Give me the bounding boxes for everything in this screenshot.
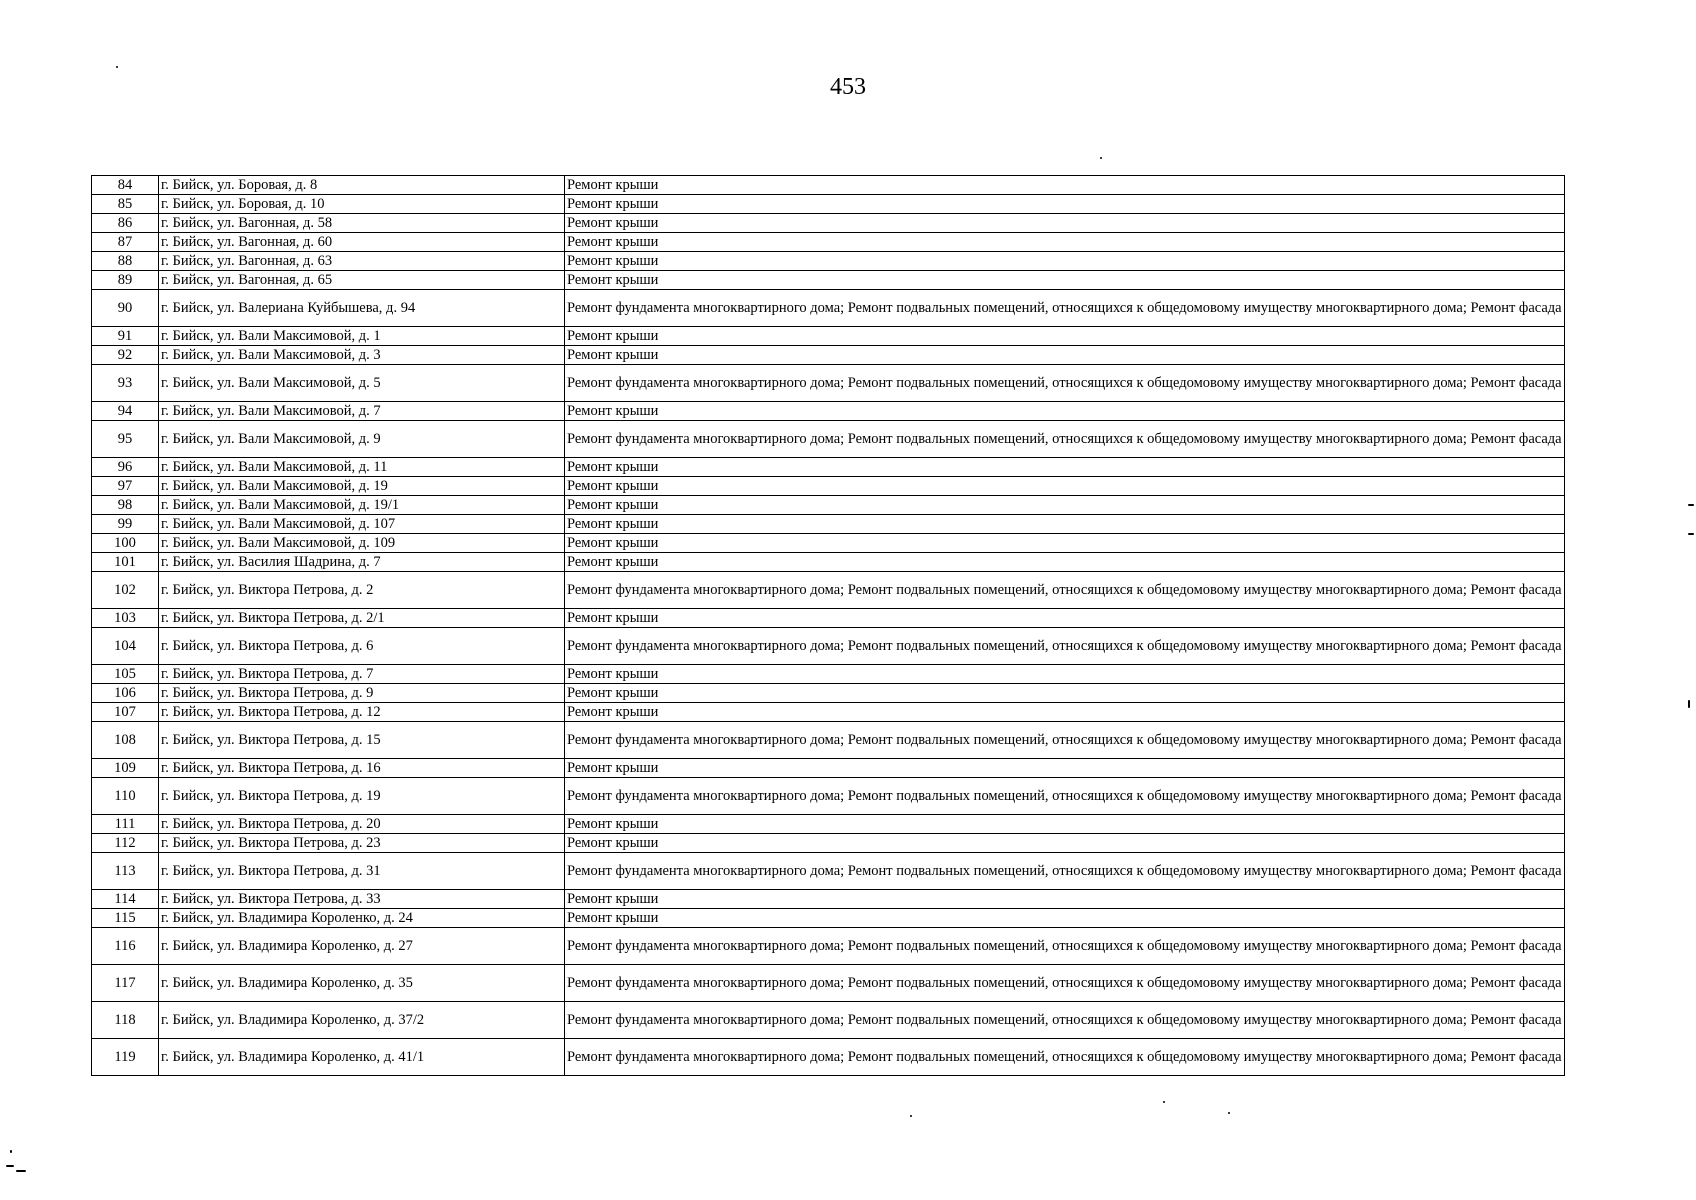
row-number-cell: 103 <box>92 609 159 628</box>
work-type-cell: Ремонт фундамента многоквартирного дома; Ремонт подвальных помещений, относящихся к общедомовому имуществу многоквартирного дома; Ремонт фасада <box>565 421 1565 458</box>
row-number-cell: 92 <box>92 346 159 365</box>
table-row <box>92 1039 1565 1076</box>
row-number-cell: 96 <box>92 458 159 477</box>
table-row <box>92 703 1565 722</box>
row-number-cell: 86 <box>92 214 159 233</box>
table-row <box>92 346 1565 365</box>
table-body <box>92 176 1565 1076</box>
table-row <box>92 195 1565 214</box>
table-row <box>92 290 1565 327</box>
table-row <box>92 402 1565 421</box>
table-row <box>92 722 1565 759</box>
scan-speck <box>10 1150 12 1153</box>
row-number-cell: 102 <box>92 572 159 609</box>
address-cell: г. Бийск, ул. Василия Шадрина, д. 7 <box>159 553 565 572</box>
work-type-cell: Ремонт крыши <box>565 553 1565 572</box>
work-type-cell: Ремонт крыши <box>565 890 1565 909</box>
table-row <box>92 890 1565 909</box>
work-type-cell: Ремонт крыши <box>565 909 1565 928</box>
row-number-cell: 101 <box>92 553 159 572</box>
work-type-cell: Ремонт фундамента многоквартирного дома; Ремонт подвальных помещений, относящихся к общедомовому имуществу многоквартирного дома; Ремонт фасада <box>565 965 1565 1002</box>
scan-speck <box>1228 1112 1230 1114</box>
scan-speck <box>910 1115 912 1117</box>
address-cell: г. Бийск, ул. Виктора Петрова, д. 2 <box>159 572 565 609</box>
row-number-cell: 109 <box>92 759 159 778</box>
row-number-cell: 119 <box>92 1039 159 1076</box>
work-type-cell: Ремонт фундамента многоквартирного дома; Ремонт подвальных помещений, относящихся к общедомовому имуществу многоквартирного дома; Ремонт фасада <box>565 365 1565 402</box>
table-row <box>92 815 1565 834</box>
row-number-cell: 113 <box>92 853 159 890</box>
row-number-cell: 91 <box>92 327 159 346</box>
table-row <box>92 176 1565 195</box>
table-row <box>92 909 1565 928</box>
table-row <box>92 477 1565 496</box>
row-number-cell: 115 <box>92 909 159 928</box>
row-number-cell: 89 <box>92 271 159 290</box>
address-cell: г. Бийск, ул. Виктора Петрова, д. 9 <box>159 684 565 703</box>
table-row <box>92 778 1565 815</box>
row-number-cell: 97 <box>92 477 159 496</box>
work-type-cell: Ремонт крыши <box>565 477 1565 496</box>
table-row <box>92 458 1565 477</box>
row-number-cell: 108 <box>92 722 159 759</box>
work-type-cell: Ремонт крыши <box>565 759 1565 778</box>
scan-speck <box>1688 700 1690 708</box>
table-row <box>92 214 1565 233</box>
row-number-cell: 112 <box>92 834 159 853</box>
table-row <box>92 515 1565 534</box>
address-cell: г. Бийск, ул. Вагонная, д. 58 <box>159 214 565 233</box>
row-number-cell: 104 <box>92 628 159 665</box>
table-row <box>92 572 1565 609</box>
row-number-cell: 90 <box>92 290 159 327</box>
address-cell: г. Бийск, ул. Вали Максимовой, д. 19 <box>159 477 565 496</box>
work-type-cell: Ремонт крыши <box>565 402 1565 421</box>
address-cell: г. Бийск, ул. Вали Максимовой, д. 7 <box>159 402 565 421</box>
address-cell: г. Бийск, ул. Виктора Петрова, д. 19 <box>159 778 565 815</box>
work-type-cell: Ремонт крыши <box>565 271 1565 290</box>
table-row <box>92 928 1565 965</box>
work-type-cell: Ремонт фундамента многоквартирного дома; Ремонт подвальных помещений, относящихся к общедомовому имуществу многоквартирного дома; Ремонт фасада <box>565 853 1565 890</box>
work-type-cell: Ремонт крыши <box>565 834 1565 853</box>
address-cell: г. Бийск, ул. Вали Максимовой, д. 5 <box>159 365 565 402</box>
table-row <box>92 759 1565 778</box>
address-cell: г. Бийск, ул. Вали Максимовой, д. 19/1 <box>159 496 565 515</box>
work-type-cell: Ремонт фундамента многоквартирного дома; Ремонт подвальных помещений, относящихся к общедомовому имуществу многоквартирного дома; Ремонт фасада <box>565 778 1565 815</box>
repair-list-table-container <box>91 175 1565 1076</box>
table-row <box>92 609 1565 628</box>
row-number-cell: 105 <box>92 665 159 684</box>
row-number-cell: 99 <box>92 515 159 534</box>
work-type-cell: Ремонт фундамента многоквартирного дома; Ремонт подвальных помещений, относящихся к общедомовому имуществу многоквартирного дома; Ремонт фасада <box>565 290 1565 327</box>
address-cell: г. Бийск, ул. Вали Максимовой, д. 3 <box>159 346 565 365</box>
row-number-cell: 94 <box>92 402 159 421</box>
work-type-cell: Ремонт крыши <box>565 233 1565 252</box>
table-row <box>92 252 1565 271</box>
work-type-cell: Ремонт крыши <box>565 703 1565 722</box>
work-type-cell: Ремонт крыши <box>565 515 1565 534</box>
row-number-cell: 106 <box>92 684 159 703</box>
table-row <box>92 534 1565 553</box>
scan-speck <box>1688 533 1694 535</box>
scan-speck <box>1100 157 1102 159</box>
work-type-cell: Ремонт крыши <box>565 684 1565 703</box>
row-number-cell: 88 <box>92 252 159 271</box>
table-row <box>92 553 1565 572</box>
work-type-cell: Ремонт крыши <box>565 176 1565 195</box>
table-row <box>92 965 1565 1002</box>
address-cell: г. Бийск, ул. Владимира Короленко, д. 41/1 <box>159 1039 565 1076</box>
address-cell: г. Бийск, ул. Владимира Короленко, д. 37/2 <box>159 1002 565 1039</box>
work-type-cell: Ремонт крыши <box>565 195 1565 214</box>
repair-list-table <box>91 175 1565 1076</box>
row-number-cell: 87 <box>92 233 159 252</box>
address-cell: г. Бийск, ул. Владимира Короленко, д. 27 <box>159 928 565 965</box>
row-number-cell: 111 <box>92 815 159 834</box>
address-cell: г. Бийск, ул. Вали Максимовой, д. 9 <box>159 421 565 458</box>
work-type-cell: Ремонт крыши <box>565 665 1565 684</box>
row-number-cell: 98 <box>92 496 159 515</box>
row-number-cell: 85 <box>92 195 159 214</box>
row-number-cell: 95 <box>92 421 159 458</box>
address-cell: г. Бийск, ул. Виктора Петрова, д. 15 <box>159 722 565 759</box>
work-type-cell: Ремонт крыши <box>565 815 1565 834</box>
scan-speck <box>1163 1101 1165 1103</box>
table-row <box>92 684 1565 703</box>
work-type-cell: Ремонт крыши <box>565 252 1565 271</box>
row-number-cell: 117 <box>92 965 159 1002</box>
work-type-cell: Ремонт фундамента многоквартирного дома; Ремонт подвальных помещений, относящихся к общедомовому имуществу многоквартирного дома; Ремонт фасада <box>565 1002 1565 1039</box>
address-cell: г. Бийск, ул. Боровая, д. 8 <box>159 176 565 195</box>
address-cell: г. Бийск, ул. Виктора Петрова, д. 2/1 <box>159 609 565 628</box>
scan-speck <box>16 1170 26 1172</box>
page-number: 453 <box>830 74 866 100</box>
table-row <box>92 421 1565 458</box>
work-type-cell: Ремонт фундамента многоквартирного дома; Ремонт подвальных помещений, относящихся к общедомовому имуществу многоквартирного дома; Ремонт фасада <box>565 722 1565 759</box>
table-row <box>92 496 1565 515</box>
table-row <box>92 1002 1565 1039</box>
address-cell: г. Бийск, ул. Виктора Петрова, д. 7 <box>159 665 565 684</box>
work-type-cell: Ремонт крыши <box>565 534 1565 553</box>
row-number-cell: 114 <box>92 890 159 909</box>
table-row <box>92 628 1565 665</box>
row-number-cell: 107 <box>92 703 159 722</box>
row-number-cell: 118 <box>92 1002 159 1039</box>
work-type-cell: Ремонт фундамента многоквартирного дома; Ремонт подвальных помещений, относящихся к общедомовому имуществу многоквартирного дома; Ремонт фасада <box>565 928 1565 965</box>
address-cell: г. Бийск, ул. Виктора Петрова, д. 16 <box>159 759 565 778</box>
table-row <box>92 233 1565 252</box>
work-type-cell: Ремонт крыши <box>565 458 1565 477</box>
address-cell: г. Бийск, ул. Вагонная, д. 65 <box>159 271 565 290</box>
scan-speck <box>116 66 118 68</box>
address-cell: г. Бийск, ул. Виктора Петрова, д. 33 <box>159 890 565 909</box>
address-cell: г. Бийск, ул. Боровая, д. 10 <box>159 195 565 214</box>
row-number-cell: 110 <box>92 778 159 815</box>
address-cell: г. Бийск, ул. Виктора Петрова, д. 20 <box>159 815 565 834</box>
address-cell: г. Бийск, ул. Виктора Петрова, д. 6 <box>159 628 565 665</box>
address-cell: г. Бийск, ул. Вали Максимовой, д. 1 <box>159 327 565 346</box>
work-type-cell: Ремонт фундамента многоквартирного дома; Ремонт подвальных помещений, относящихся к общедомовому имуществу многоквартирного дома; Ремонт фасада <box>565 628 1565 665</box>
table-row <box>92 665 1565 684</box>
work-type-cell: Ремонт крыши <box>565 609 1565 628</box>
row-number-cell: 116 <box>92 928 159 965</box>
work-type-cell: Ремонт крыши <box>565 496 1565 515</box>
address-cell: г. Бийск, ул. Вагонная, д. 63 <box>159 252 565 271</box>
address-cell: г. Бийск, ул. Валериана Куйбышева, д. 94 <box>159 290 565 327</box>
table-row <box>92 853 1565 890</box>
address-cell: г. Бийск, ул. Вагонная, д. 60 <box>159 233 565 252</box>
table-row <box>92 327 1565 346</box>
address-cell: г. Бийск, ул. Владимира Короленко, д. 35 <box>159 965 565 1002</box>
work-type-cell: Ремонт крыши <box>565 214 1565 233</box>
table-row <box>92 271 1565 290</box>
row-number-cell: 93 <box>92 365 159 402</box>
work-type-cell: Ремонт фундамента многоквартирного дома; Ремонт подвальных помещений, относящихся к общедомовому имуществу многоквартирного дома; Ремонт фасада <box>565 1039 1565 1076</box>
address-cell: г. Бийск, ул. Владимира Короленко, д. 24 <box>159 909 565 928</box>
row-number-cell: 100 <box>92 534 159 553</box>
work-type-cell: Ремонт крыши <box>565 327 1565 346</box>
row-number-cell: 84 <box>92 176 159 195</box>
address-cell: г. Бийск, ул. Виктора Петрова, д. 12 <box>159 703 565 722</box>
scan-speck <box>6 1165 14 1167</box>
table-row <box>92 365 1565 402</box>
address-cell: г. Бийск, ул. Вали Максимовой, д. 109 <box>159 534 565 553</box>
work-type-cell: Ремонт крыши <box>565 346 1565 365</box>
address-cell: г. Бийск, ул. Вали Максимовой, д. 107 <box>159 515 565 534</box>
table-row <box>92 834 1565 853</box>
work-type-cell: Ремонт фундамента многоквартирного дома; Ремонт подвальных помещений, относящихся к общедомовому имуществу многоквартирного дома; Ремонт фасада <box>565 572 1565 609</box>
address-cell: г. Бийск, ул. Виктора Петрова, д. 23 <box>159 834 565 853</box>
address-cell: г. Бийск, ул. Вали Максимовой, д. 11 <box>159 458 565 477</box>
address-cell: г. Бийск, ул. Виктора Петрова, д. 31 <box>159 853 565 890</box>
scan-speck <box>1688 504 1694 506</box>
